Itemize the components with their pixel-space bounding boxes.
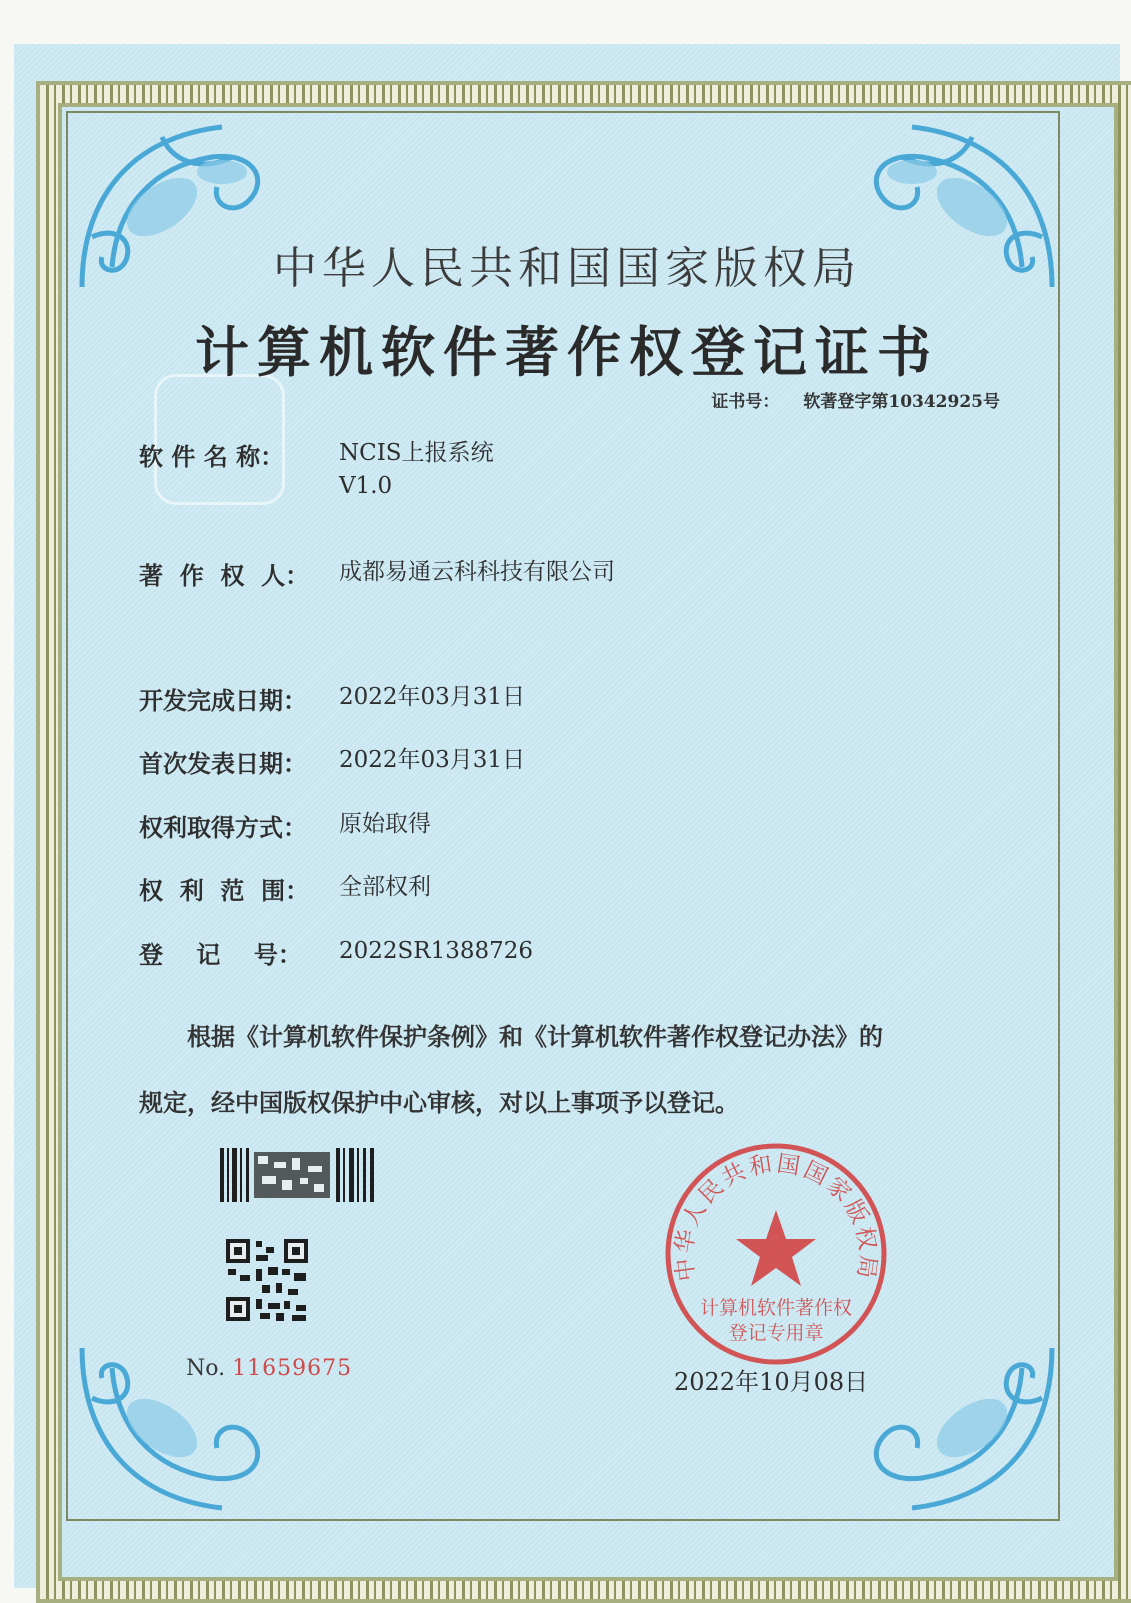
registration-statement xyxy=(139,1004,999,1136)
official-seal-stamp xyxy=(656,1134,896,1374)
field-label: 著 作 权 人： xyxy=(139,562,310,590)
field-rights-scope xyxy=(139,871,431,906)
svg-text:计算机软件著作权: 计算机软件著作权 xyxy=(699,1297,853,1319)
field-label: 权 利 范 围： xyxy=(139,877,310,905)
field-registration-number xyxy=(139,935,533,970)
qr-code-icon xyxy=(226,1239,308,1321)
field-value: 全部权利 xyxy=(339,874,431,900)
field-value: 成都易通云科科技有限公司 xyxy=(339,559,615,585)
issue-date: 2022年10月08日 xyxy=(674,1368,869,1396)
field-value: 2022年03月31日 xyxy=(339,747,526,773)
field-label: 登 记 号： xyxy=(139,941,302,969)
field-value: 原始取得 xyxy=(339,811,431,837)
issuing-authority: 中华人民共和国国家版权局 xyxy=(273,243,861,294)
barcode-icon xyxy=(220,1148,374,1202)
certificate-title: 计算机软件著作权登记证书 xyxy=(195,320,939,384)
field-value: NCIS上报系统 xyxy=(339,440,494,466)
svg-text:中华人民共和国国家版权局: 中华人民共和国国家版权局 xyxy=(671,1151,881,1283)
certificate-number-label: 证书号： xyxy=(711,392,780,412)
serial-number xyxy=(186,1356,352,1381)
certificate-sheet xyxy=(14,44,1120,1588)
field-label: 权利取得方式： xyxy=(139,814,307,842)
field-completion-date xyxy=(139,681,525,716)
statement-line: 根据《计算机软件保护条例》和《计算机软件著作权登记办法》的 xyxy=(187,1023,883,1051)
field-label: 开发完成日期： xyxy=(139,687,307,715)
field-software-name xyxy=(139,437,494,503)
statement-line: 规定，经中国版权保护中心审核，对以上事项予以登记。 xyxy=(139,1089,739,1117)
field-value: 2022SR1388726 xyxy=(339,938,534,964)
field-copyright-owner xyxy=(139,556,615,591)
certificate-number xyxy=(711,387,1000,412)
field-label: 软 件 名 称： xyxy=(139,443,285,471)
field-label: 首次发表日期： xyxy=(139,750,307,778)
certificate-number-value: 软著登字第10342925号 xyxy=(803,392,1000,412)
field-value: 2022年03月31日 xyxy=(339,684,526,710)
svg-text:登记专用章: 登记专用章 xyxy=(728,1322,824,1344)
serial-prefix: No. xyxy=(186,1356,226,1381)
seal-star-icon xyxy=(736,1210,816,1286)
field-acquisition-method xyxy=(139,808,431,843)
serial-value: 11659675 xyxy=(232,1356,353,1381)
field-publication-date xyxy=(139,744,525,779)
field-value-version: V1.0 xyxy=(339,473,393,499)
